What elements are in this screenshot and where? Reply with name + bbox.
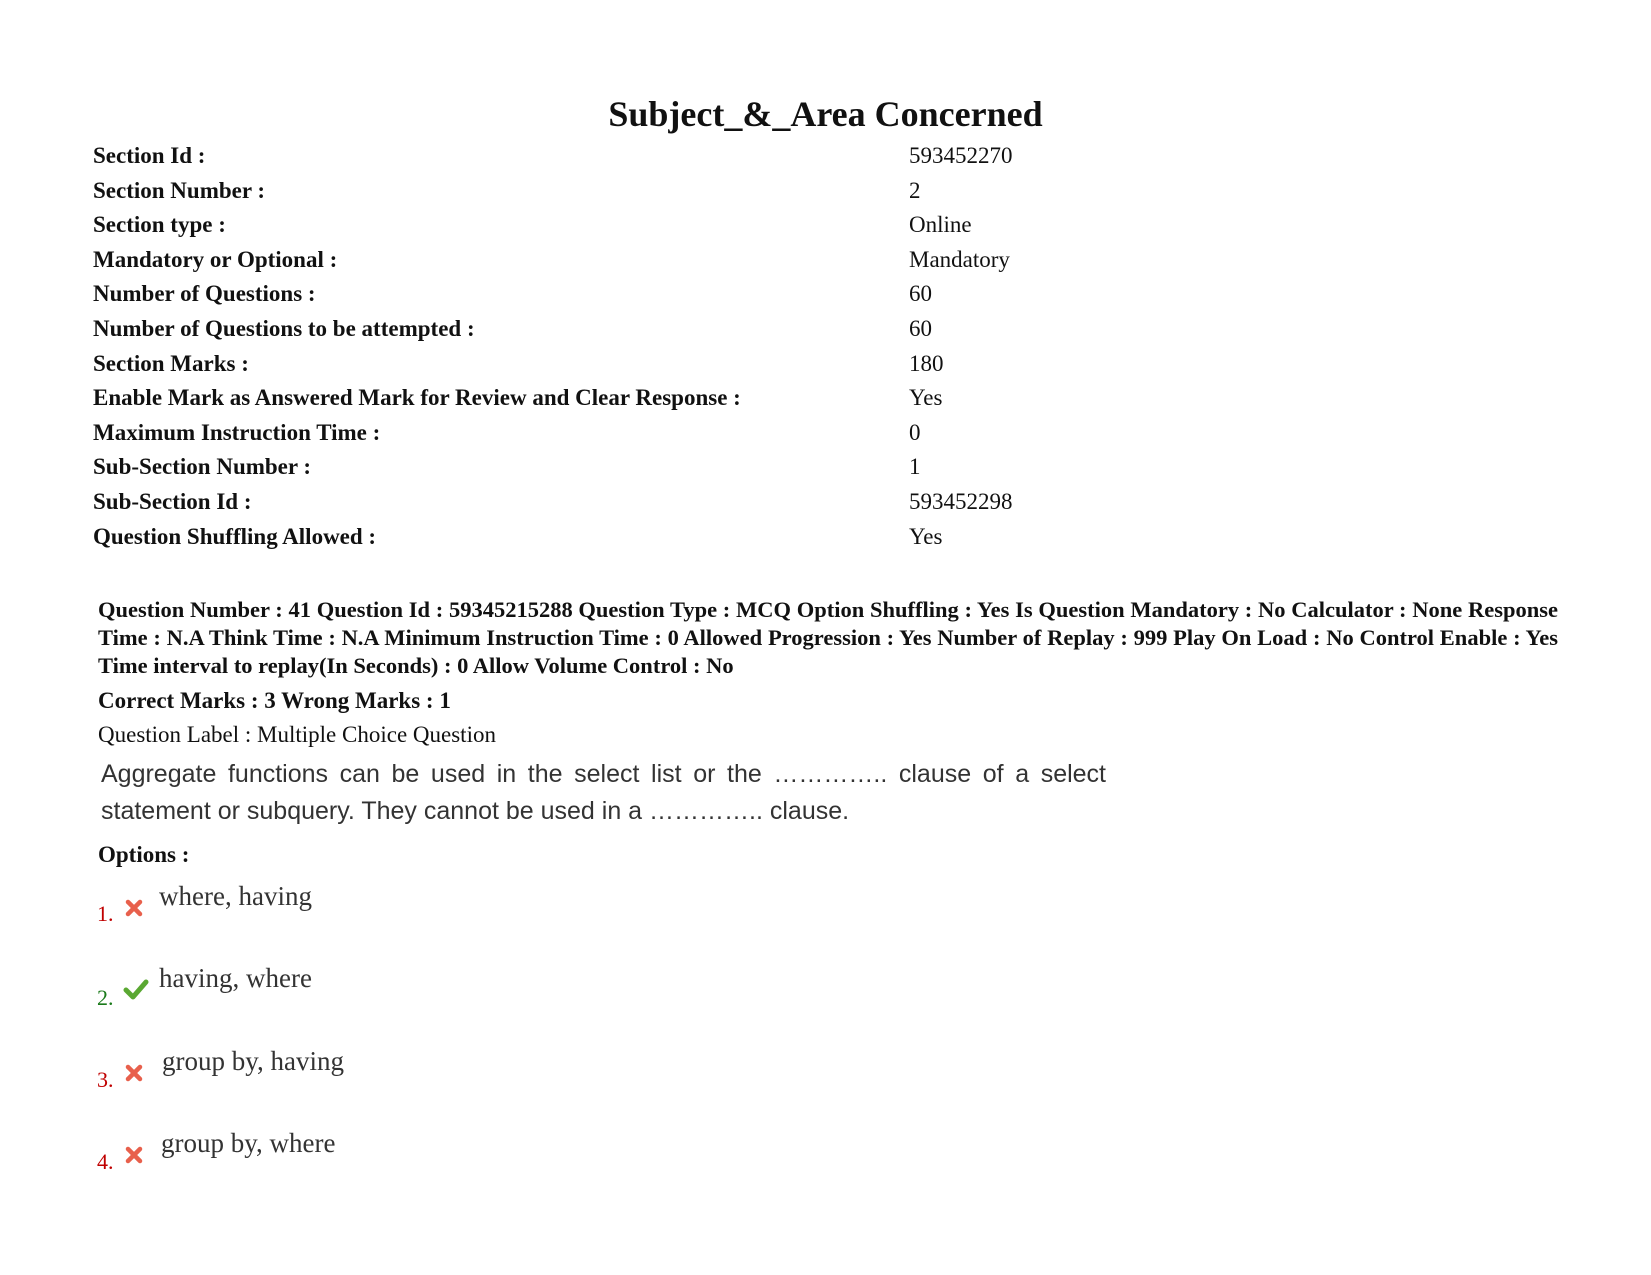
info-label: Number of Questions to be attempted : [93, 315, 475, 341]
option-number: 3. [97, 1067, 114, 1092]
question-meta: Question Number : 41 Question Id : 59345215288 Question Type : MCQ Option Shuffling : Yes Is Question Mandatory : No Calculator : None Response Time : N.A Think Time : N.A Minimum Instruction Time : 0 Allowed Progression : Yes Number of Replay : 999 Play On Load : No Control Enable : Yes Time interval to replay(In Seconds) : 0 Allow Volume Control : No [98, 597, 1558, 678]
info-value: Yes [909, 523, 943, 549]
info-row-enable-mark [93, 383, 1193, 418]
options-heading: Options : [98, 842, 190, 867]
info-row-questions-to-attempt [93, 314, 1193, 349]
info-value: Online [909, 212, 972, 238]
info-value: 60 [909, 281, 932, 307]
info-label: Maximum Instruction Time : [93, 419, 381, 445]
info-row-section-number [93, 176, 1193, 211]
option-4 [97, 1127, 697, 1177]
option-1 [97, 880, 697, 930]
option-number: 2. [97, 985, 114, 1010]
info-row-section-marks [93, 349, 1193, 384]
info-row-sub-section-number [93, 452, 1193, 487]
question-marks: Correct Marks : 3 Wrong Marks : 1 [98, 688, 451, 713]
question-label: Question Label : Multiple Choice Question [98, 722, 496, 747]
option-text: group by, having [162, 1046, 344, 1076]
info-row-number-of-questions [93, 279, 1193, 314]
info-label: Section Number : [93, 177, 266, 203]
info-label: Sub-Section Number : [93, 454, 312, 480]
info-value: 593452298 [909, 488, 1013, 514]
info-label: Section type : [93, 212, 226, 238]
option-2 [97, 962, 697, 1012]
info-row-question-shuffling [93, 522, 1193, 557]
cross-icon [123, 1062, 145, 1084]
option-text: where, having [159, 881, 312, 911]
cross-icon [123, 1144, 145, 1166]
option-text: having, where [159, 963, 312, 993]
check-icon [123, 978, 149, 1000]
question-text: Aggregate functions can be used in the select list or the ………….. clause of a select statement or subquery. They cannot be used in a ………….. clause. [101, 760, 1106, 825]
info-row-mandatory [93, 245, 1193, 280]
info-value: 2 [909, 177, 921, 203]
info-value: Mandatory [909, 246, 1010, 272]
info-row-section-type [93, 210, 1193, 245]
info-label: Sub-Section Id : [93, 488, 252, 514]
info-label: Enable Mark as Answered Mark for Review and Clear Response : [93, 385, 741, 411]
section-info-table [93, 141, 1193, 556]
info-row-sub-section-id [93, 487, 1193, 522]
info-row-section-id [93, 141, 1193, 176]
info-value: 180 [909, 350, 944, 376]
option-number: 4. [97, 1149, 114, 1174]
info-value: 0 [909, 419, 921, 445]
info-label: Section Id : [93, 143, 206, 168]
info-value: Yes [909, 385, 943, 411]
info-value: 1 [909, 454, 921, 480]
info-label: Question Shuffling Allowed : [93, 523, 377, 549]
info-label: Number of Questions : [93, 281, 316, 307]
info-row-max-instruction-time [93, 418, 1193, 453]
info-value: 60 [909, 315, 932, 341]
info-label: Section Marks : [93, 350, 249, 376]
option-3 [97, 1045, 697, 1095]
page-title: Subject_&_Area Concerned [608, 94, 1043, 134]
info-label: Mandatory or Optional : [93, 246, 338, 272]
option-number: 1. [97, 901, 114, 926]
info-value: 593452270 [909, 143, 1013, 168]
option-text: group by, where [161, 1128, 336, 1158]
cross-icon [123, 897, 145, 919]
